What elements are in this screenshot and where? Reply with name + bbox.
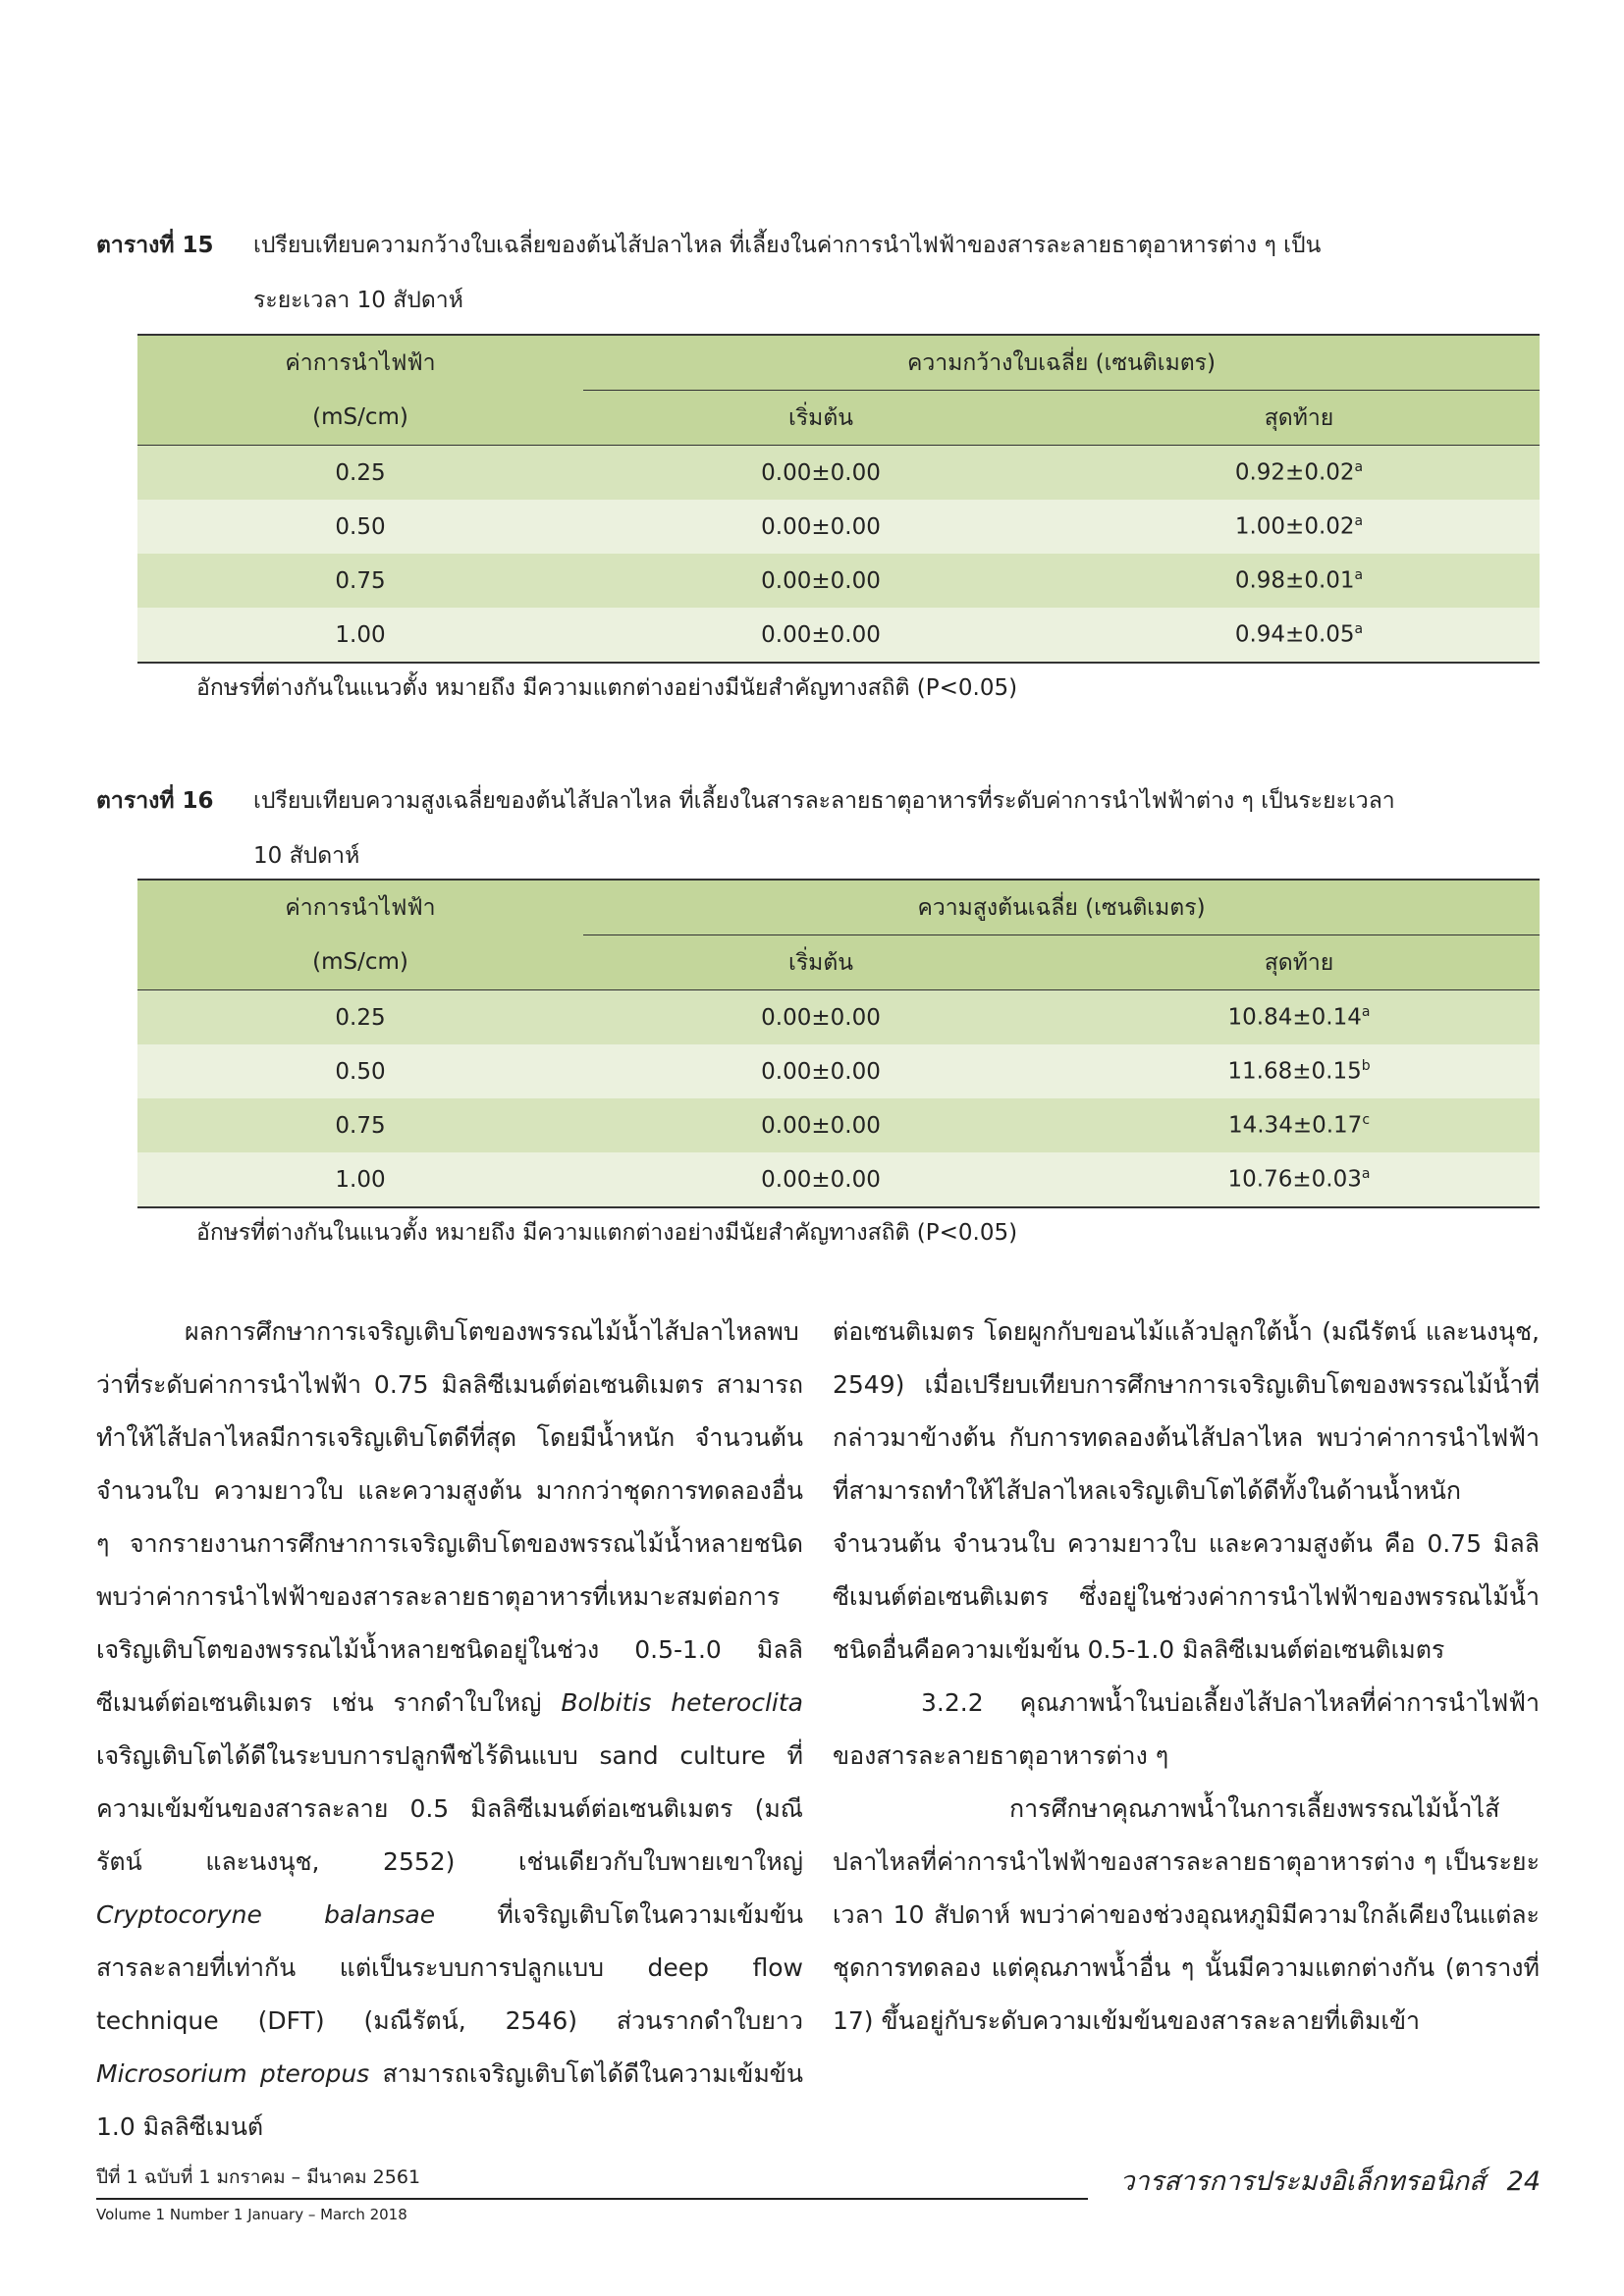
- table15-col1-unit: (mS/cm): [137, 391, 583, 446]
- sig-letter: a: [1354, 621, 1364, 638]
- table-row: [137, 608, 1540, 663]
- section-heading: 3.2.2 คุณภาพน้ำในบ่อเลี้ยงไส้ปลาไหลที่ค่าการนำไฟฟ้าของสารละลายธาตุอาหารต่าง ๆ: [833, 1688, 1540, 1770]
- table16-end: 10.84±0.14: [1227, 1004, 1362, 1031]
- body-paragraph: ต่อเซนติเมตร โดยผูกกับขอนไม้แล้วปลูกใต้น้ำ (มณีรัตน์ และนงนุช, 2549) เมื่อเปรียบเทียบการศึกษาการเจริญเติบโตของพรรณไม้น้ำที่กล่าวมาข้างต้น กับการทดลองต้นไส้ปลาไหล พบว่าค่าการนำไฟฟ้าที่สามารถทำให้ไส้ปลาไหลเจริญเติบโตได้ดีทั้งในด้านน้ำหนัก จำนวนต้น จำนวนใบ ความยาวใบ และความสูงต้น คือ 0.75 มิลลิซีเมนต์ต่อเซนติเมตร ซึ่งอยู่ในช่วงค่าการนำไฟฟ้าของพรรณไม้น้ำชนิดอื่นคือความเข้มข้น 0.5-1.0 มิลลิซีเมนต์ต่อเซนติเมตร: [833, 1317, 1540, 1664]
- table15-start: 0.00±0.00: [583, 608, 1058, 663]
- footer-issue-en: Volume 1 Number 1 January – March 2018: [96, 2206, 407, 2223]
- text-run: ผลการศึกษาการเจริญเติบโตของพรรณไม้น้ำไส้ปลาไหลพบว่าที่ระดับค่าการนำไฟฟ้า 0.75 มิลลิซีเมนต์ต่อเซนติเมตร สามารถทำให้ไส้ปลาไหลมีการเจริญเติบโตดีที่สุด โดยมีน้ำหนัก จำนวนต้น จำนวนใบ ความยาวใบ และความสูงต้น มากกว่าชุดการทดลองอื่น ๆ จากรายงานการศึกษาการเจริญเติบโตของพรรณไม้น้ำหลายชนิดพบว่าค่าการนำไฟฟ้าของสารละลายธาตุอาหารที่เหมาะสมต่อการเจริญเติบโตของพรรณไม้น้ำหลายชนิดอยู่ในช่วง 0.5-1.0 มิลลิซีเมนต์ต่อเซนติเมตร เช่น รากดำใบใหญ่: [96, 1317, 803, 1717]
- table16-col1-header: ค่าการนำไฟฟ้า: [137, 880, 583, 935]
- species-name: Cryptocoryne balansae: [96, 1900, 436, 1929]
- table15-end-cell: [1058, 500, 1540, 554]
- table16-start: 0.00±0.00: [583, 1152, 1058, 1207]
- table16-end: 11.68±0.15: [1227, 1058, 1362, 1085]
- journal-name: วารสารการประมงอิเล็กทรอนิกส์: [1119, 2166, 1486, 2197]
- table16-end-cell: [1058, 1098, 1540, 1152]
- sig-letter: a: [1354, 567, 1364, 584]
- sig-letter: a: [1361, 1004, 1371, 1021]
- table15-end: 0.92±0.02: [1234, 459, 1355, 486]
- table16-start: 0.00±0.00: [583, 990, 1058, 1045]
- sig-letter: c: [1362, 1112, 1371, 1129]
- table16-end-cell: [1058, 1152, 1540, 1207]
- table15-ec: 0.25: [137, 446, 583, 501]
- table15-end-cell: [1058, 554, 1540, 608]
- table16-end-cell: [1058, 1044, 1540, 1098]
- table15-start: 0.00±0.00: [583, 554, 1058, 608]
- table16-ec: 0.75: [137, 1098, 583, 1152]
- table15-end: 1.00±0.02: [1234, 513, 1355, 540]
- table15-ec: 0.75: [137, 554, 583, 608]
- footer-divider: [96, 2198, 1088, 2200]
- body-right-column: [833, 1306, 1540, 2048]
- footer-journal: [1119, 2160, 1541, 2202]
- table16-caption-line2: 10 สัปดาห์: [253, 843, 360, 869]
- table15-ec: 0.50: [137, 500, 583, 554]
- table16: [137, 879, 1540, 1208]
- body-paragraph: [96, 1306, 803, 2154]
- table-row: [137, 1044, 1540, 1098]
- sig-letter: a: [1354, 513, 1364, 530]
- table16-ec: 1.00: [137, 1152, 583, 1207]
- table16-end-cell: [1058, 990, 1540, 1045]
- sig-letter: a: [1354, 459, 1364, 476]
- table15-group-header: ความกว้างใบเฉลี่ย (เซนติเมตร): [583, 335, 1540, 391]
- table15-sub-end: สุดท้าย: [1058, 391, 1540, 446]
- table15-start: 0.00±0.00: [583, 500, 1058, 554]
- table16-caption-line1: เปรียบเทียบความสูงเฉลี่ยของต้นไส้ปลาไหล ที่เลี้ยงในสารละลายธาตุอาหารที่ระดับค่าการนำไฟฟ้าต่าง ๆ เป็นระยะเวลา: [253, 788, 1395, 814]
- table-row: [137, 1152, 1540, 1207]
- table16-start: 0.00±0.00: [583, 1044, 1058, 1098]
- text-run: เจริญเติบโตได้ดีในระบบการปลูกพืชไร้ดินแบบ sand culture ที่ความเข้มข้นของสารละลาย 0.5 มิลลิซีเมนต์ต่อเซนติเมตร (มณีรัตน์ และนงนุช, 2552) เช่นเดียวกับใบพายเขาใหญ่: [96, 1741, 803, 1876]
- table16-label: ตารางที่ 16: [96, 788, 214, 814]
- table16-end: 10.76±0.03: [1227, 1166, 1362, 1193]
- table16-note: อักษรที่ต่างกันในแนวตั้ง หมายถึง มีความแตกต่างอย่างมีนัยสำคัญทางสถิติ (P<0.05): [196, 1220, 1018, 1246]
- table15-ec: 1.00: [137, 608, 583, 663]
- table16-ec: 0.25: [137, 990, 583, 1045]
- table15-caption-line2: ระยะเวลา 10 สัปดาห์: [253, 288, 463, 313]
- table-row: [137, 990, 1540, 1045]
- table16-group-header: ความสูงต้นเฉลี่ย (เซนติเมตร): [583, 880, 1540, 935]
- table16-sub-end: สุดท้าย: [1058, 935, 1540, 990]
- species-name: Bolbitis heteroclita: [561, 1688, 803, 1717]
- table16-ec: 0.50: [137, 1044, 583, 1098]
- table16-col1-unit: (mS/cm): [137, 935, 583, 990]
- text-run: สามารถเจริญเติบโตได้ดีในความเข้มข้น 1.0 มิลลิซีเมนต์: [96, 2059, 803, 2141]
- table-row: [137, 554, 1540, 608]
- table15: [137, 334, 1540, 664]
- sig-letter: b: [1361, 1058, 1371, 1075]
- table16-end: 14.34±0.17: [1227, 1112, 1363, 1139]
- table15-start: 0.00±0.00: [583, 446, 1058, 501]
- table15-end-cell: [1058, 446, 1540, 501]
- text-run: ที่เจริญเติบโตในความเข้มข้นสารละลายที่เท่ากัน แต่เป็นระบบการปลูกแบบ deep flow technique (DFT) (มณีรัตน์, 2546) ส่วนรากดำใบยาว: [96, 1900, 803, 2035]
- table-row: [137, 500, 1540, 554]
- table15-caption: [96, 218, 1540, 328]
- body-paragraph: การศึกษาคุณภาพน้ำในการเลี้ยงพรรณไม้น้ำไส้ปลาไหลที่ค่าการนำไฟฟ้าของสารละลายธาตุอาหารต่าง ๆ เป็นระยะเวลา 10 สัปดาห์ พบว่าค่าของช่วงอุณหภูมิมีความใกล้เคียงในแต่ละชุดการทดลอง แต่คุณภาพน้ำอื่น ๆ นั้นมีความแตกต่างกัน (ตารางที่ 17) ขึ้นอยู่กับระดับความเข้มข้นของสารละลายที่เติมเข้า: [833, 1794, 1540, 2035]
- table15-end: 0.94±0.05: [1234, 621, 1355, 648]
- table15-end: 0.98±0.01: [1234, 567, 1355, 594]
- table16-caption: [96, 774, 1540, 883]
- footer-issue-th: ปีที่ 1 ฉบับที่ 1 มกราคม – มีนาคม 2561: [96, 2166, 421, 2188]
- table16-sub-start: เริ่มต้น: [583, 935, 1058, 990]
- table15-end-cell: [1058, 608, 1540, 663]
- table15-col1-header: ค่าการนำไฟฟ้า: [137, 335, 583, 391]
- body-left-column: [96, 1306, 803, 2154]
- table-row: [137, 446, 1540, 501]
- table15-caption-line1: เปรียบเทียบความกว้างใบเฉลี่ยของต้นไส้ปลาไหล ที่เลี้ยงในค่าการนำไฟฟ้าของสารละลายธาตุอาหารต่าง ๆ เป็น: [253, 233, 1322, 258]
- table-row: [137, 1098, 1540, 1152]
- table15-note: อักษรที่ต่างกันในแนวตั้ง หมายถึง มีความแตกต่างอย่างมีนัยสำคัญทางสถิติ (P<0.05): [196, 675, 1018, 701]
- table16-start: 0.00±0.00: [583, 1098, 1058, 1152]
- species-name: Microsorium pteropus: [96, 2059, 370, 2088]
- table15-sub-start: เริ่มต้น: [583, 391, 1058, 446]
- page-number: 24: [1506, 2166, 1541, 2197]
- sig-letter: a: [1361, 1166, 1371, 1183]
- table15-label: ตารางที่ 15: [96, 233, 214, 258]
